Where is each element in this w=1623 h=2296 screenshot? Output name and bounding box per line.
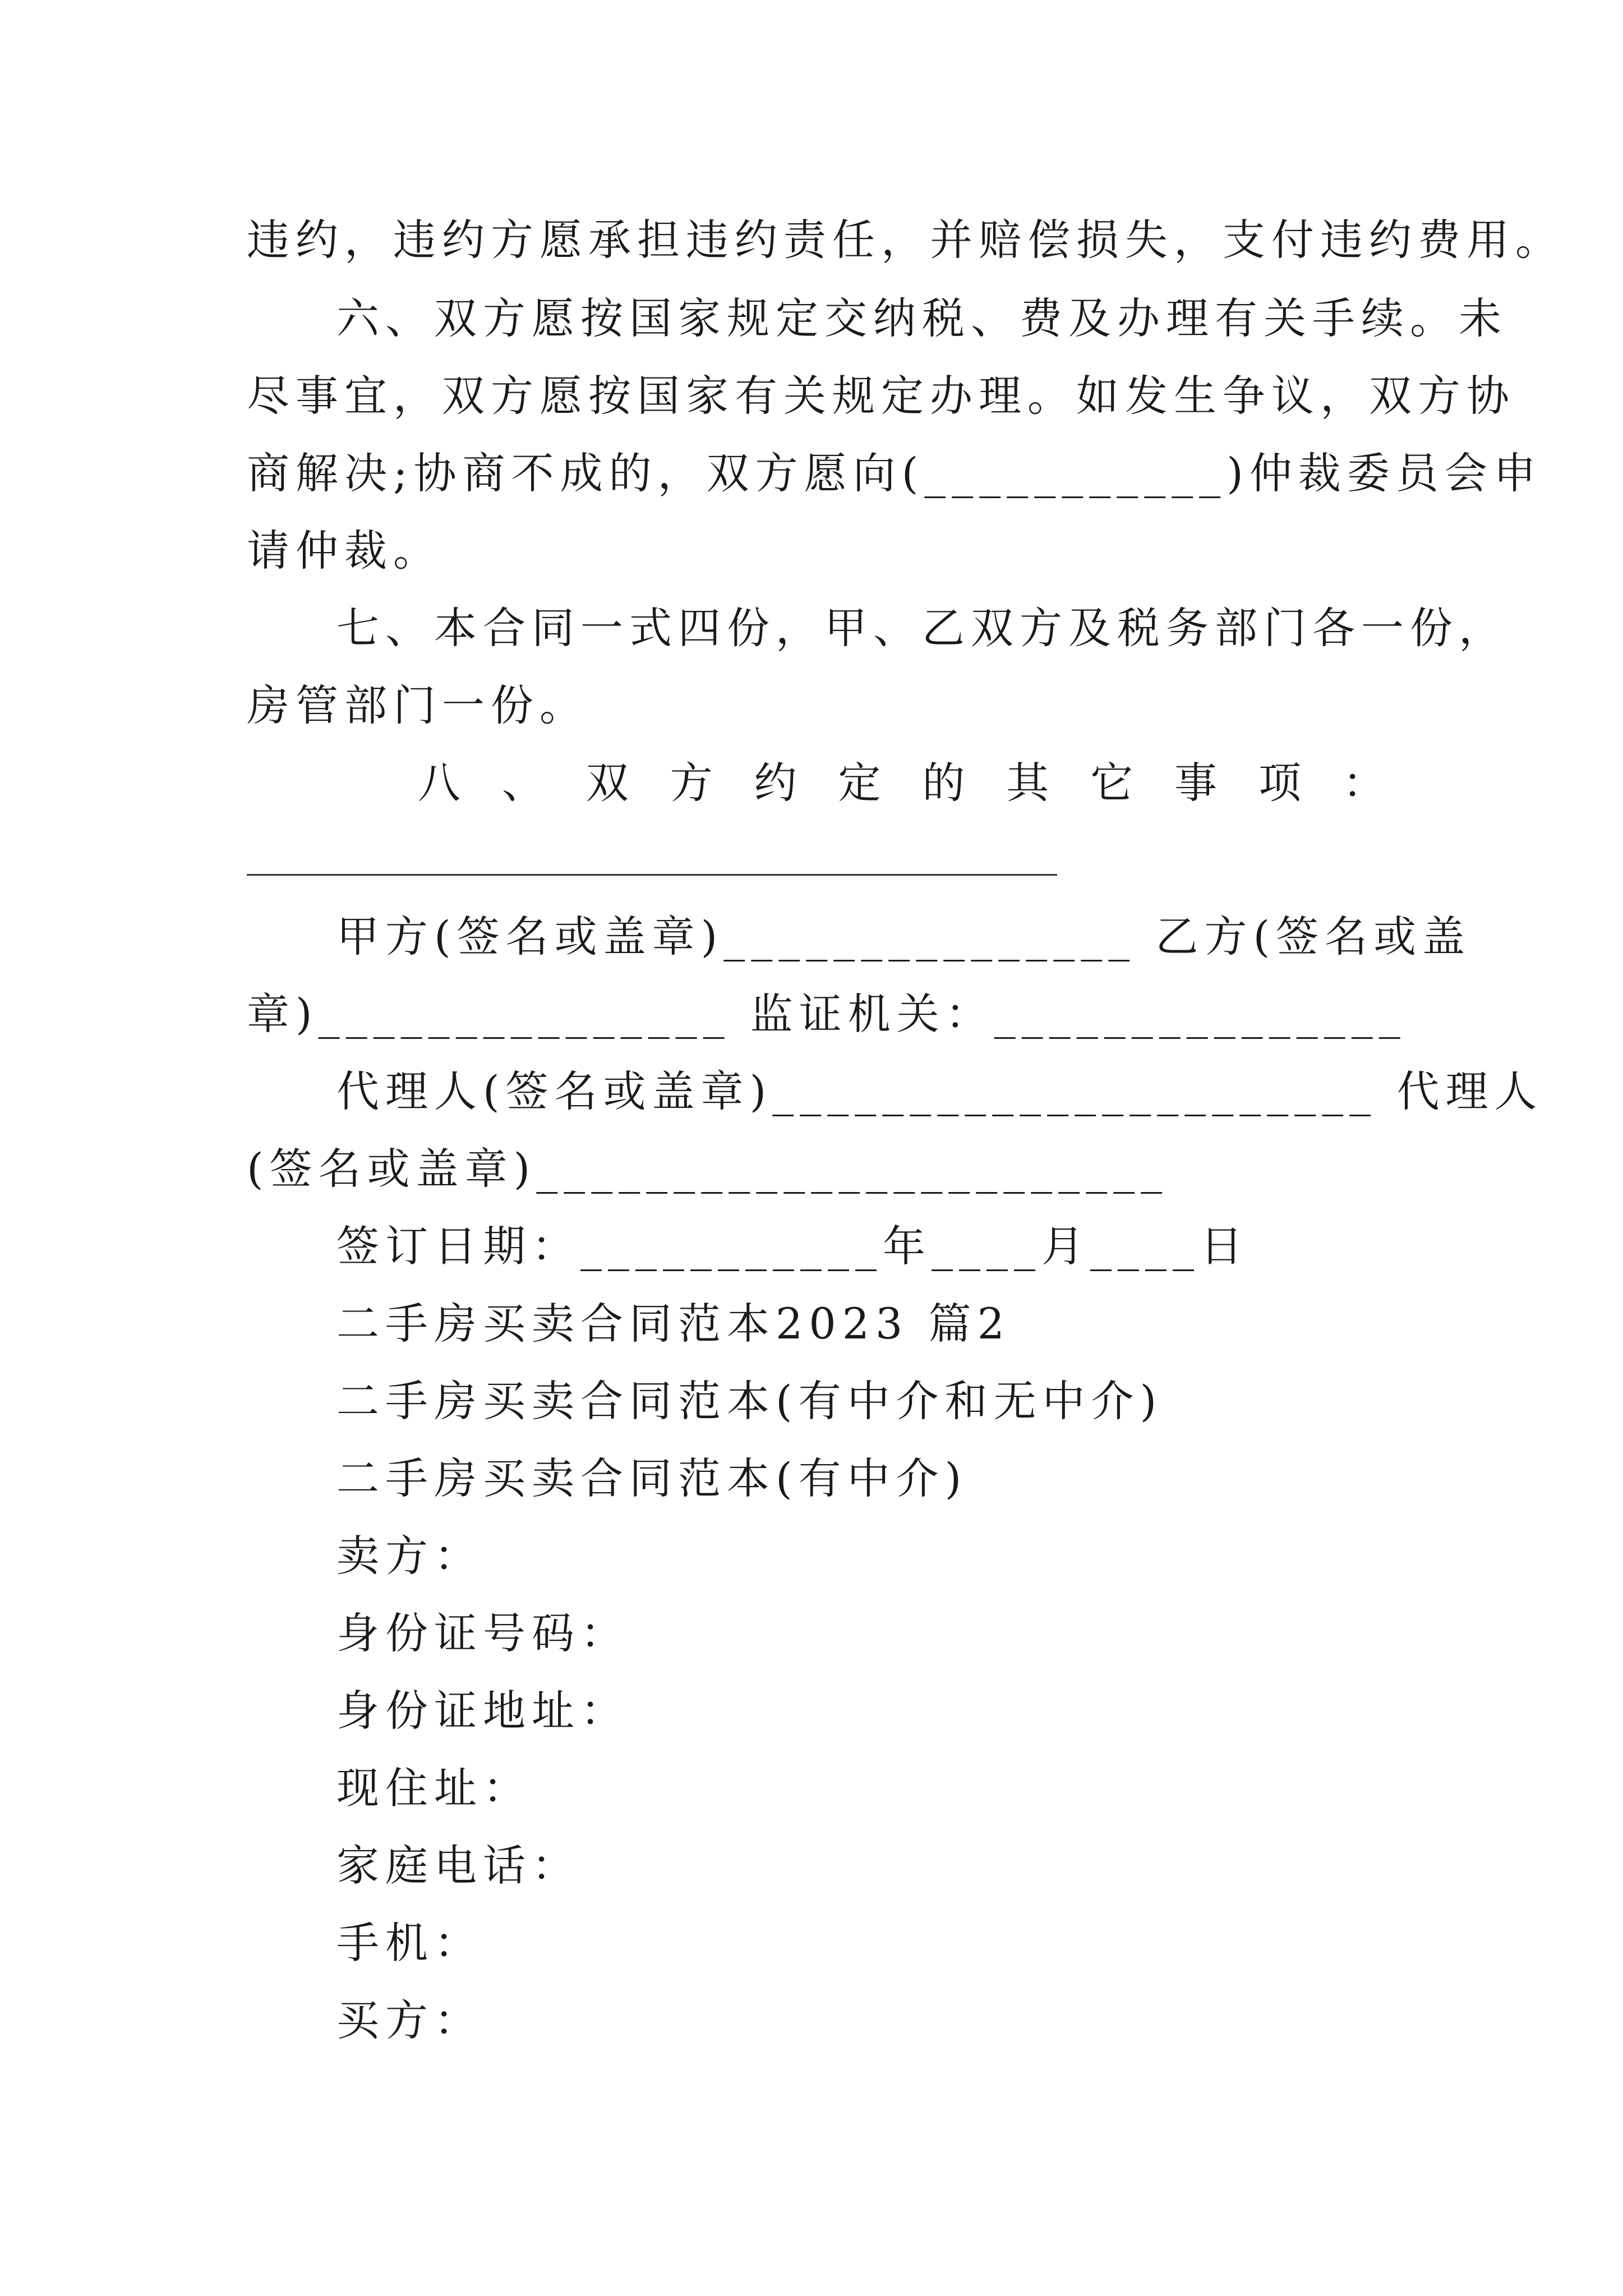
clause-6-line-1: 六、双方愿按国家规定交纳税、费及办理有关手续。未 [336, 293, 1507, 343]
mobile-label: 手机： [336, 1918, 483, 1968]
clause-6-line-2: 尽事宜，双方愿按国家有关规定办理。如发生争议，双方协 [247, 371, 1515, 421]
clause-6-line-3: 商解决;协商不成的，双方愿向(___________)仲裁委员会申 [247, 448, 1542, 498]
violation-clause-tail: 违约，违约方愿承担违约责任，并赔偿损失，支付违约费用。 [247, 215, 1564, 265]
id-number-label: 身份证号码： [336, 1608, 629, 1658]
signature-line-2: 章)_______________ 监证机关：_______________ [247, 989, 1407, 1039]
seller-label: 卖方： [336, 1531, 483, 1581]
home-phone-label: 家庭电话： [336, 1841, 580, 1890]
clause-8-char: 事 [1174, 758, 1218, 808]
buyer-label: 买方： [336, 1995, 483, 2045]
clause-8-char: 它 [1090, 758, 1133, 808]
clause-7-line-1: 七、本合同一式四份，甲、乙双方及税务部门各一份， [336, 603, 1507, 653]
clause-8-char: 、 [501, 758, 545, 808]
agent-signature-line-2: (签名或盖章)_______________________ [247, 1144, 1169, 1194]
clause-8-char: 双 [585, 758, 629, 808]
clause-8-char: 定 [838, 758, 881, 808]
clause-7-line-2: 房管部门一份。 [247, 680, 588, 730]
section-subtitle: 二手房买卖合同范本(有中介和无中介) [336, 1376, 1163, 1426]
signing-date: 签订日期：___________年____月____日 [336, 1221, 1249, 1271]
section-subtitle: 二手房买卖合同范本(有中介) [336, 1453, 968, 1503]
clause-8-char: 约 [754, 758, 797, 808]
section-title: 二手房买卖合同范本2023 篇2 [336, 1299, 1011, 1349]
clause-8-blank-line [247, 874, 1057, 876]
clause-6-line-4: 请仲裁。 [247, 526, 442, 576]
clause-8-char: 项 [1258, 758, 1302, 808]
clause-8-char: ： [1342, 758, 1385, 808]
agent-signature-line-1: 代理人(签名或盖章)______________________ 代理人 [336, 1066, 1543, 1116]
clause-8-char: 的 [922, 758, 965, 808]
clause-8-char: 其 [1006, 758, 1049, 808]
id-address-label: 身份证地址： [336, 1686, 629, 1736]
clause-8-char: 八 [418, 758, 460, 808]
clause-8-heading [418, 755, 1385, 811]
signature-line-1: 甲方(签名或盖章)_______________ 乙方(签名或盖 [336, 912, 1472, 961]
current-address-label: 现住址： [336, 1763, 532, 1813]
clause-8-char: 方 [670, 758, 713, 808]
